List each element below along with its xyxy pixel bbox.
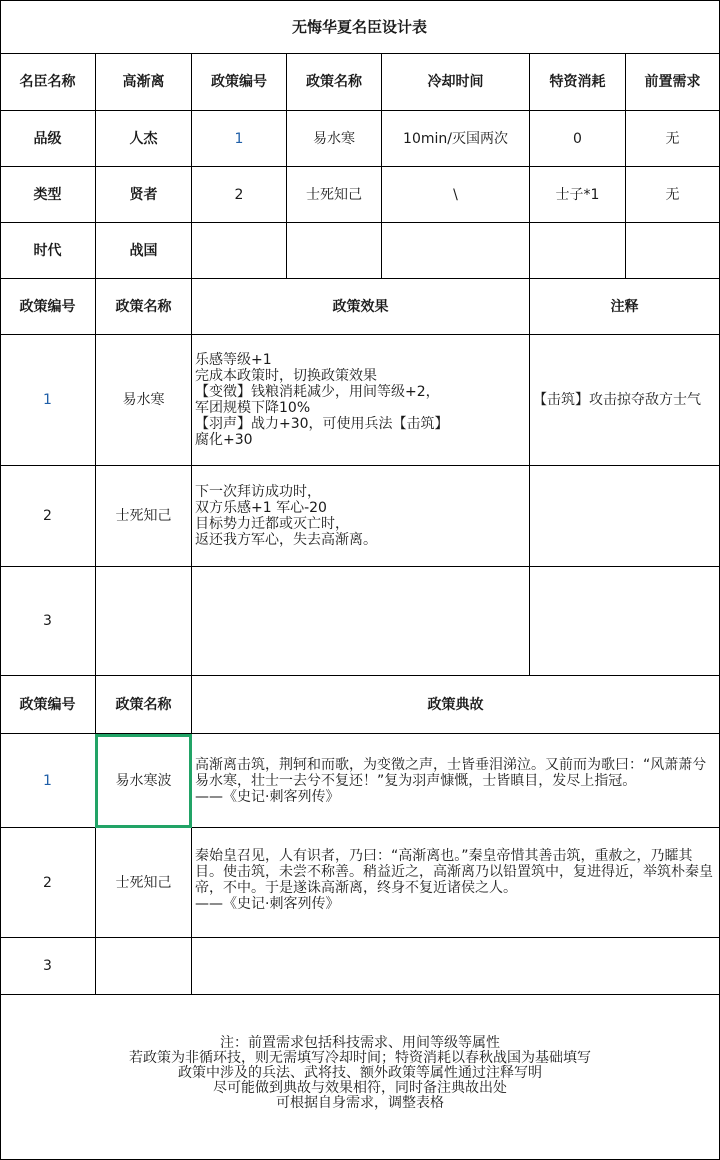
type-value[interactable]: 贤者 [96, 167, 192, 223]
header-policy-story: 政策典故 [192, 676, 720, 734]
policy-number-cell[interactable]: 1 [192, 111, 287, 167]
policy-name-cell[interactable]: 易水寒波 [96, 734, 192, 828]
empty-cell[interactable] [287, 223, 382, 279]
prerequisite-cell[interactable]: 无 [626, 111, 720, 167]
page-title: 无悔华夏名臣设计表 [0, 0, 720, 54]
header-annotation: 注释 [530, 279, 720, 335]
prerequisite-cell[interactable]: 无 [626, 167, 720, 223]
design-notes: 注：前置需求包括科技需求、用间等级等属性 若政策为非循环技，则无需填写冷却时间；特资消耗以春秋战国为基础填写 政策中涉及的兵法、武将技、额外政策等属性通过注释写明 尽可能做到典故与效果相符，同时备注典故出处 可根据自身需求，调整表格 [129, 1035, 591, 1111]
empty-cell[interactable] [96, 938, 192, 995]
policy-name-cell[interactable]: 士死知己 [96, 466, 192, 567]
minister-name-value[interactable]: 高渐离 [96, 54, 192, 111]
policy-number-cell[interactable]: 2 [192, 167, 287, 223]
annotation-cell[interactable] [530, 466, 720, 567]
annotation-cell[interactable]: 【击筑】攻击掠夺敌方士气 [530, 335, 720, 466]
policy-name-cell[interactable]: 易水寒 [287, 111, 382, 167]
empty-cell[interactable] [530, 567, 720, 676]
empty-cell[interactable] [192, 567, 530, 676]
policy-number-cell[interactable]: 1 [0, 335, 96, 466]
empty-cell[interactable] [192, 938, 720, 995]
label-type: 类型 [0, 167, 96, 223]
cooldown-cell[interactable]: 10min/灭国两次 [382, 111, 530, 167]
grade-value[interactable]: 人杰 [96, 111, 192, 167]
policy-effect-cell[interactable]: 乐感等级+1 完成本政策时，切换政策效果 【变徵】钱粮消耗减少，用间等级+2， 军团规模下降10% 【羽声】战力+30，可使用兵法【击筑】 腐化+30 [192, 335, 530, 466]
era-value[interactable]: 战国 [96, 223, 192, 279]
header-cooldown: 冷却时间 [382, 54, 530, 111]
empty-cell[interactable] [626, 223, 720, 279]
resource-cost-cell[interactable]: 0 [530, 111, 626, 167]
policy-effect-cell[interactable]: 下一次拜访成功时， 双方乐感+1 军心-20 目标势力迁都或灭亡时， 返还我方军心，失去高渐离。 [192, 466, 530, 567]
header-resource-cost: 特资消耗 [530, 54, 626, 111]
policy-number-cell[interactable]: 3 [0, 938, 96, 995]
empty-cell[interactable] [192, 223, 287, 279]
header-policy-number: 政策编号 [192, 54, 287, 111]
policy-number-cell[interactable]: 2 [0, 466, 96, 567]
policy-number-cell[interactable]: 2 [0, 828, 96, 938]
label-grade: 品级 [0, 111, 96, 167]
header-prerequisite: 前置需求 [626, 54, 720, 111]
header-policy-number: 政策编号 [0, 279, 96, 335]
label-era: 时代 [0, 223, 96, 279]
cooldown-cell[interactable]: \ [382, 167, 530, 223]
empty-cell[interactable] [382, 223, 530, 279]
header-policy-number: 政策编号 [0, 676, 96, 734]
policy-name-cell[interactable]: 易水寒 [96, 335, 192, 466]
header-policy-name: 政策名称 [96, 676, 192, 734]
policy-name-cell[interactable]: 士死知己 [287, 167, 382, 223]
resource-cost-cell[interactable]: 士子*1 [530, 167, 626, 223]
empty-cell[interactable] [96, 567, 192, 676]
empty-cell[interactable] [530, 223, 626, 279]
policy-story-cell[interactable]: 高渐离击筑，荆轲和而歌，为变徵之声，士皆垂泪涕泣。又前而为歌曰：“风萧萧兮易水寒，壮士一去兮不复还！”复为羽声慷慨，士皆瞋目，发尽上指冠。 ——《史记·刺客列传》 [192, 734, 720, 828]
policy-number-cell[interactable]: 3 [0, 567, 96, 676]
header-policy-name: 政策名称 [287, 54, 382, 111]
policy-story-cell[interactable]: 秦始皇召见，人有识者，乃曰：“高渐离也。”秦皇帝惜其善击筑，重赦之，乃矐其目。使击筑，未尝不称善。稍益近之，高渐离乃以铅置筑中，复进得近，举筑朴秦皇帝，不中。于是遂诛高渐离，终身不复近诸侯之人。 ——《史记·刺客列传》 [192, 828, 720, 938]
policy-number-cell[interactable]: 1 [0, 734, 96, 828]
header-minister-name: 名臣名称 [0, 54, 96, 111]
policy-name-cell[interactable]: 士死知己 [96, 828, 192, 938]
header-policy-effect: 政策效果 [192, 279, 530, 335]
header-policy-name: 政策名称 [96, 279, 192, 335]
